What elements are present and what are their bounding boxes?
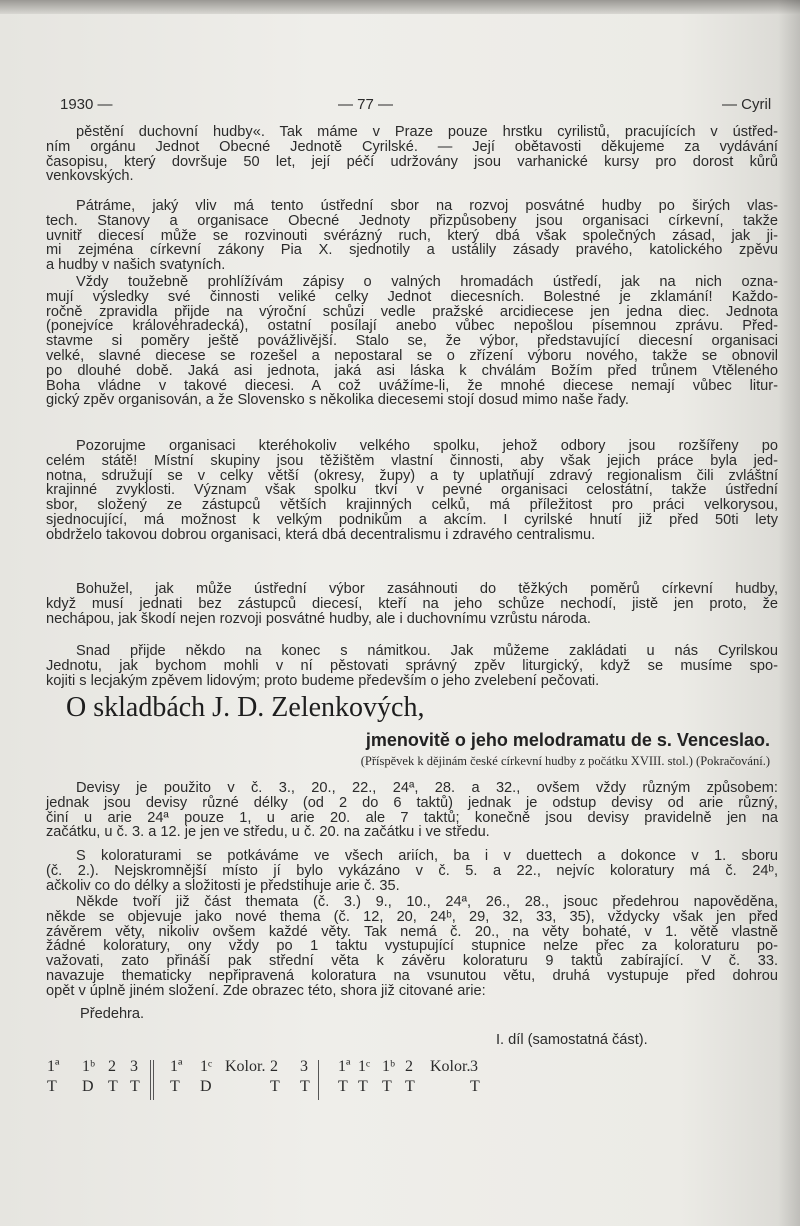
text-line: S koloraturami se potkáváme ve všech ariích, ba i v duettech a dokonce v 1. sboru <box>76 848 778 864</box>
text-line: Někde tvoří již část themata (č. 3.) 9., 10., 24ª, 26., 28., jsouc předehrou napověděna, <box>76 894 778 910</box>
text-line: jednak jsou devisy různé délky (od 2 do 6 taktů) jednak je odstup devisy od arie různý, <box>46 794 778 811</box>
paragraph <box>46 275 778 408</box>
paragraph <box>46 781 778 840</box>
scheme-bar-line <box>318 1060 319 1100</box>
paragraph <box>46 849 778 893</box>
scheme-key: T <box>405 1078 415 1095</box>
text-line: venkovských. <box>46 168 134 185</box>
scheme-number: 3 <box>130 1058 138 1075</box>
scheme-number: 1ᵇ <box>382 1058 395 1075</box>
text-line: Devisy je použito v č. 3., 20., 22., 24ª, 28. a 32., ovšem vždy různým způsobem: <box>76 780 778 796</box>
text-line: (ponejvíce královéhradecká), ostatní posílají anebo vůbec nepošlou písemnou zprávu. Před- <box>46 318 778 335</box>
article-subtitle: jmenovitě o jeho melodramatu de s. Venceslao. <box>365 730 770 750</box>
scheme-label-predehra: Předehra. <box>80 1006 145 1022</box>
article-title: O skladbách J. D. Zelenkových, <box>66 692 425 723</box>
text-line: když musí jednati bez zástupců diecesí, kteří na jeho schůze nechodí, jistě jen proto, že <box>46 595 778 612</box>
scheme-number: 2 <box>270 1058 278 1075</box>
paragraph <box>46 439 778 543</box>
header-year: 1930 — <box>60 96 113 113</box>
paragraph <box>46 199 778 273</box>
scheme-key: T <box>300 1078 310 1095</box>
scheme-number: Kolor. <box>225 1058 266 1075</box>
scan-right-shadow <box>778 0 800 1226</box>
text-line: Pozorujme organisaci kteréhokoliv velkého spolku, jehož odbory jsou rozšířeny po <box>76 438 778 454</box>
text-line: Bohužel, jak může ústřední výbor zasáhnouti do těžkých poměrů církevní hudby, <box>76 581 778 597</box>
text-line: někde se objevuje jako nové thema (č. 12, 20, 24ᵇ, 29, 32, 33, 35), vždycky však jen před <box>46 908 778 925</box>
scheme-key: D <box>82 1078 94 1095</box>
scheme-number: 1ª <box>170 1058 183 1075</box>
paragraph <box>46 582 778 626</box>
text-line: ačkoliv co do délky a složitosti je předstihuje arie č. 35. <box>46 877 400 894</box>
text-line: Snad přijde někdo na konec s námitkou. Jak můžeme zakládati u nás Cyrilskou <box>76 643 778 659</box>
text-line: a hudby v našich svatyních. <box>46 257 226 274</box>
text-line: začátku, u č. 3. a 12. je jen ve středu, u č. 20. na začátku i ve středu. <box>46 824 490 841</box>
text-line: uvnitř diecesí může se rozvinouti svérázný ruch, který dbá však společných zásad, jak ji- <box>46 227 778 244</box>
text-line: velké, slavné diecese se rozešel a nepostaral se o zřízení výboru nového, takže se obnovil <box>46 347 778 364</box>
scheme-number: 1ᶜ <box>200 1058 213 1075</box>
scheme-key: T <box>358 1078 368 1095</box>
text-line: závěrem věty, nikoliv ovšem každé věty. Tak nemá č. 20., na věty bohaté, v 1. větě vlastně <box>46 923 778 940</box>
text-line: žádné koloratury, ony vždy po 1 taktu vystupující stupnice nelze přec za koloraturu po- <box>46 938 778 955</box>
text-line: mují výsledky své činnosti veliké celky Jednot diecesních. Bolestné je zklamání! Každo- <box>46 288 778 305</box>
scheme-number: 1ᶜ <box>358 1058 371 1075</box>
scheme-key: T <box>470 1078 480 1095</box>
scheme-number: 2 <box>108 1058 116 1075</box>
text-line: Pátráme, jaký vliv má tento ústřední sbor na rozvoj posvátné hudby po širých vlas- <box>76 198 778 214</box>
text-line: nechápou, jak škodí nejen rozvoji posvátné hudby, ale i duchovnímu vzrůstu národa. <box>46 610 591 627</box>
text-line: (č. 2.). Nejskromnější místo jí bylo vykázáno v č. 5. a 22., nejvíc koloratury má č. 24ᵇ, <box>46 862 778 879</box>
text-line: časopisu, který dovršuje 50 let, její péčí udržovány jsou varhanické kursy pro dorost kůrů <box>46 153 778 170</box>
text-line: kojiti s lecjakým zpěvem lidovým; proto budeme především o jeho zvelebení pečovati. <box>46 672 600 689</box>
article-note: (Příspěvek k dějinám české církevní hudby z počátku XVIII. stol.) (Pokračování.) <box>360 754 770 768</box>
text-line: činí u arie 24ª pouze 1, u arie 20. ale 7 taktů; konečně jsou devisy pravidelně jen na <box>46 809 778 826</box>
scheme-key: T <box>270 1078 280 1095</box>
text-line: obdrželo takovou dobrou organisaci, která dbá decentralismu i zdravého centralismu. <box>46 526 596 543</box>
text-line: važovati, zato přináší pak střední věta k závěru koloraturu 9 taktů zabírající. V č. 33. <box>46 953 778 970</box>
text-line: krajinné zvyklosti. Význam však spolku tkví v pevné organisaci celostátní, takže ústřední <box>46 482 778 499</box>
scheme-number: 1ª <box>338 1058 351 1075</box>
scheme-key: T <box>130 1078 140 1095</box>
text-line: opět v úplně jiném složení. Zde obrazec této, shora již citované arie: <box>46 982 486 999</box>
scheme-key: T <box>382 1078 392 1095</box>
scheme-bar-line <box>150 1060 151 1100</box>
text-line: navazuje thematicky nepřipravená koloratura na vsunutou větu, druhá vystupuje před dohrou <box>46 967 778 984</box>
header-running-title: — Cyril <box>722 96 772 113</box>
paragraph <box>46 895 778 999</box>
scan-top-edge <box>0 0 800 14</box>
scheme-key: T <box>170 1078 180 1095</box>
scheme-key: D <box>200 1078 212 1095</box>
text-line: gický zpěv organisován, a že Slovensko s několika diecesemi stojí dosud mimo naše řady. <box>46 392 629 409</box>
scheme-number: 2 <box>405 1058 413 1075</box>
text-line: ročně zpravidla přijde na výroční schůzi vedle pražské arcidiecese jen jedna diec. Jednota <box>46 303 778 320</box>
text-line: pěstění duchovní hudby«. Tak máme v Praze pouze hrstku cyrilistů, pracujících v ústřed- <box>76 124 778 140</box>
text-line: mi zejména církevní zákony Pia X. sjednotily a ustálily zásady pravého, katolického zpěvu <box>46 242 778 259</box>
text-line: notna, sdružují se v celky větší (okresy, župy) a ty uplatňují zdravý regionalism čili zvláštní <box>46 467 778 484</box>
scheme-number: 1ᵇ <box>82 1058 95 1075</box>
text-line: Boha vládne v takové diecesi. A což uvážíme-li, že mnohé diecese nemají vůbec litur- <box>46 377 778 394</box>
scheme-bar-line <box>153 1060 154 1100</box>
scheme-number: Kolor. <box>430 1058 471 1075</box>
paragraph <box>46 125 778 184</box>
scheme-label-part-one: I. díl (samostatná část). <box>496 1032 648 1048</box>
text-line: celém státě! Místní skupiny jsou těžištěm vlastní činnosti, aby však jejich práce byla jed- <box>46 452 778 469</box>
scheme-key: T <box>338 1078 348 1095</box>
paragraph <box>46 644 778 688</box>
scheme-number: 3 <box>300 1058 308 1075</box>
scheme-key: T <box>108 1078 118 1095</box>
page-number: — 77 — <box>338 96 394 113</box>
text-line: Vždy toužebně prohlížívám zápisy o valných hromadách ústředí, jak na nich ozna- <box>76 274 778 290</box>
scheme-number: 1ª <box>47 1058 60 1075</box>
text-line: sbor, složený ze zástupců větších krajinných celků, má příležitost pro práci velkorysou, <box>46 497 778 514</box>
text-line: Jednotu, jak bychom mohli v ní pěstovati správný zpěv liturgický, když se musíme spo- <box>46 657 778 674</box>
text-line: ním orgánu Jednot Obecné Jednotě Cyrilské. — Její obětavosti děkujeme za vydávání <box>46 138 778 155</box>
scheme-key: T <box>47 1078 57 1095</box>
text-line: po dlouhé době. Jaká asi jednota, jaká asi láska k chválám Božím před trůnem Vtěleného <box>46 362 778 379</box>
text-line: tech. Stanovy a organisace Obecné Jednoty přizpůsobeny jsou organisaci církevní, takže <box>46 212 778 229</box>
scheme-number: 3 <box>470 1058 478 1075</box>
text-line: sjednocující, má možnost k velkým podnikům a akcím. I cyrilské hnutí již před 50ti lety <box>46 511 778 528</box>
text-line: stavme si poměry ještě povážlivější. Stalo se, že výbor, představující diecesní organisaci <box>46 333 778 350</box>
